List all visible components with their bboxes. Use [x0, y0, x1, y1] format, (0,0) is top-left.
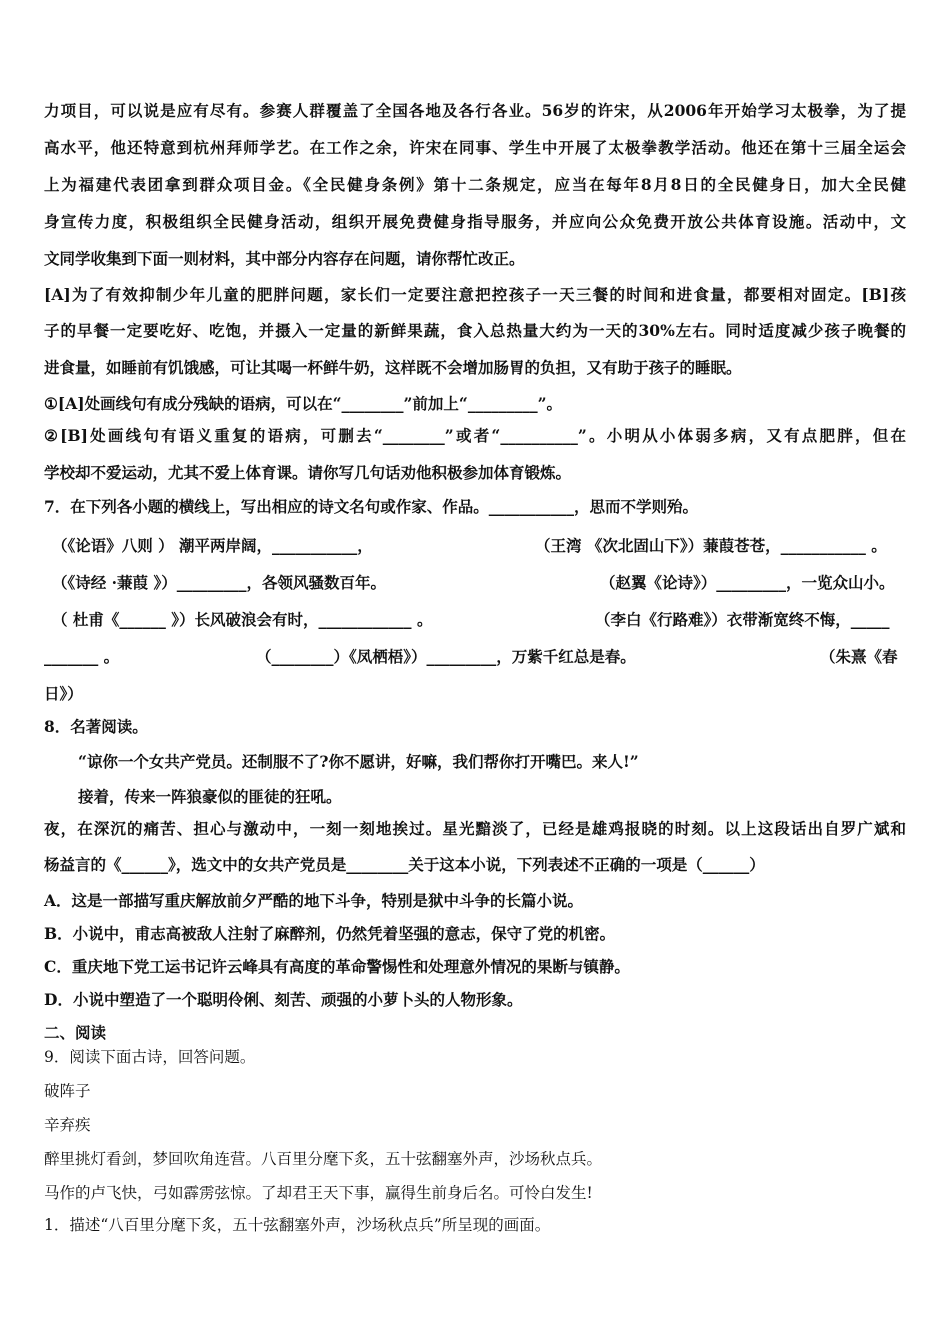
q6-text-line: 文同学收集到下面一则材料，其中部分内容存在问题，请你帮忙改正。 [44, 249, 525, 268]
q7-row1-left: （《论语》八则 ） 潮平两岸阔，___________， [52, 536, 373, 555]
q6-text-line: 上为福建代表团拿到群众项目金。《全民健身条例》第十二条规定，应当在每年8月8日的全民健身日，加大全民健 [44, 175, 906, 194]
q7-row4-b: （________）《凤栖梧》）_________，万紫千红总是春。 [256, 647, 636, 666]
poem-line-2: 马作的卢飞快，弓如霹雳弦惊。了却君王天下事，赢得生前身后名。可怜白发生! [44, 1184, 593, 1202]
q7-stem: 7．在下列各小题的横线上，写出相应的诗文名句或作家、作品。___________，思而不学则殆。 [44, 497, 699, 516]
q8-quote-line-1: “谅你一个女共产党员。还制服不了?你不愿讲，好嘛，我们帮你打开嘴巴。来人!” [78, 752, 639, 771]
q8-option-a: A．这是一部描写重庆解放前夕严酷的地下斗争，特别是狱中斗争的长篇小说。 [44, 891, 584, 910]
q9-stem: 9．阅读下面古诗，回答问题。 [44, 1048, 256, 1066]
q8-quote-line-2: 接着，传来一阵狼豪似的匪徒的狂吼。 [78, 787, 342, 806]
q8-title: 8．名著阅读。 [44, 717, 148, 736]
q7-row5: 日》） [44, 684, 83, 703]
q7-row3-right: （李白《行路难》）衣带渐宽终不悔，_____ [595, 610, 890, 629]
q7-row4-c: （朱熹《春 [820, 647, 898, 666]
poem-author: 辛弃疾 [44, 1116, 91, 1134]
q8-option-d: D．小说中塑造了一个聪明伶俐、刻苦、顽强的小萝卜头的人物形象。 [44, 990, 523, 1009]
q6-text-line: 高水平，他还特意到杭州拜师学艺。在工作之余，许宋在同事、学生中开展了太极拳教学活动。他还在第十三届全运会 [44, 138, 906, 157]
q6-material-line: 进食量，如睡前有饥饿感，可让其喝一杯鲜牛奶，这样既不会增加肠胃的负担，又有助于孩子的睡眠。 [44, 358, 742, 377]
q7-row2-right: （赵翼《论诗》）_________，一览众山小。 [600, 573, 895, 592]
q6-sub-question-1: ①[A]处画线句有成分残缺的语病，可以在“________”前加上“_________”。 [44, 394, 563, 413]
section-heading: 二、阅读 [44, 1023, 107, 1042]
q7-row4-a: _______ 。 [44, 647, 120, 666]
q8-text-line: 杨益言的《______》，选文中的女共产党员是________关于这本小说，下列表述不正确的一项是（______） [44, 855, 765, 874]
q7-row3-left: （ 杜甫《______ 》）长风破浪会有时，____________ 。 [52, 610, 433, 629]
poem-line-1: 醉里挑灯看剑，梦回吹角连营。八百里分麾下炙，五十弦翻塞外声，沙场秋点兵。 [44, 1150, 603, 1168]
q6-text-line: 身宣传力度，积极组织全民健身活动，组织开展免费健身指导服务，并应向公众免费开放公共体育设施。活动中，文 [44, 212, 906, 231]
q9-sub-question-1: 1．描述“八百里分麾下炙，五十弦翻塞外声，沙场秋点兵”所呈现的画面。 [44, 1216, 551, 1234]
q6-material-line: 子的早餐一定要吃好、吃饱，并摄入一定量的新鲜果蔬，食入总热量大约为一天的30%左右。同时适度减少孩子晚餐的 [44, 321, 906, 340]
q6-material-line: [A]为了有效抑制少年儿童的肥胖问题，家长们一定要注意把控孩子一天三餐的时间和进食量，都要相对固定。[B]孩 [44, 285, 906, 304]
q8-option-c: C．重庆地下党工运书记许云峰具有高度的革命警惕性和处理意外情况的果断与镇静。 [44, 957, 630, 976]
poem-title: 破阵子 [44, 1082, 91, 1100]
q6-sub-question-2: ②[B]处画线句有语义重复的语病，可删去“________”或者“__________”。小明从小体弱多病，又有点肥胖，但在 [44, 426, 906, 445]
q6-sub-question-2-cont: 学校却不爱运动，尤其不爱上体育课。请你写几句话劝他积极参加体育锻炼。 [44, 463, 572, 482]
q8-text-line: 夜，在深沉的痛苦、担心与激动中，一刻一刻地挨过。星光黯淡了，已经是雄鸡报晓的时刻。以上这段话出自罗广斌和 [44, 819, 906, 838]
q7-row1-right: （王湾 《次北固山下》）蒹葭苍苍，___________ 。 [535, 536, 887, 555]
q8-option-b: B．小说中，甫志高被敌人注射了麻醉剂，仍然凭着坚强的意志，保守了党的机密。 [44, 924, 616, 943]
q7-row2-left: （《诗经 ·蒹葭 》）_________，各领风骚数百年。 [52, 573, 386, 592]
q6-text-line: 力项目，可以说是应有尽有。参赛人群覆盖了全国各地及各行各业。56岁的许宋，从2006年开始学习太极拳，为了提 [44, 101, 906, 120]
